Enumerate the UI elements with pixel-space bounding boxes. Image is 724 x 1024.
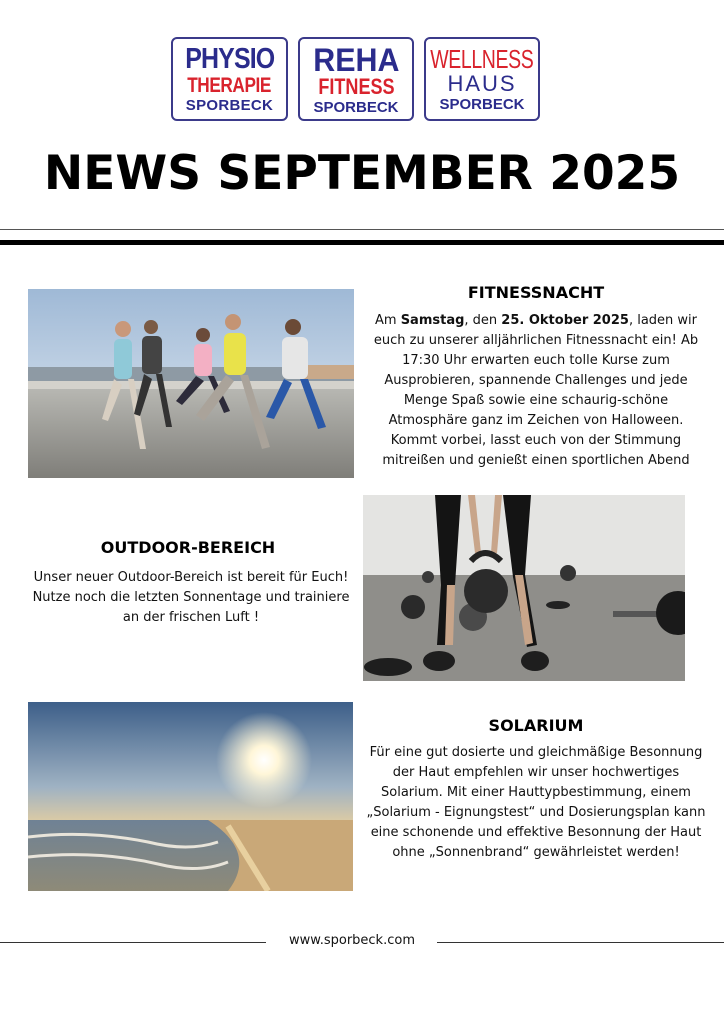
logo-line: REHA	[312, 41, 400, 78]
footer-divider	[0, 942, 266, 943]
divider	[0, 240, 724, 245]
logo-group	[171, 37, 540, 121]
logo-reha-fitness	[298, 37, 414, 121]
footer-divider	[437, 942, 724, 943]
section-title-fitnessnacht: FITNESSNACHT	[467, 283, 605, 302]
section-title-outdoor: OUTDOOR-BEREICH	[100, 538, 276, 557]
logo-wellness-haus	[424, 37, 540, 121]
logo-line: HAUS	[447, 71, 517, 96]
logo-line: PHYSIO	[184, 43, 275, 75]
footer-link[interactable]: www.sporbeck.com	[289, 933, 415, 948]
page-title: NEWS SEPTEMBER 2025	[43, 146, 681, 201]
logo-line: THERAPIE	[187, 74, 272, 97]
photo-kettlebells	[363, 495, 685, 681]
photo-beach-sunset	[28, 702, 353, 891]
logo-line: SPORBECK	[185, 97, 274, 114]
section-text-outdoor: Unser neuer Outdoor-Bereich ist bereit für Euch! Nutze noch die letzten Sonnentage und trainiere an der frischen Luft !	[32, 570, 350, 625]
logo-line: SPORBECK	[313, 98, 399, 116]
section-title-solarium: SOLARIUM	[488, 716, 584, 735]
logo-physiotherapie	[171, 37, 288, 121]
divider	[0, 229, 724, 230]
logo-line: WELLNESS	[430, 44, 534, 74]
logo-line: FITNESS	[317, 73, 395, 99]
section-text-fitnessnacht: Am Samstag, den 25. Oktober 2025, laden wir euch zu unserer alljährlichen Fitnessnacht ein! Ab 17:30 Uhr erwarten euch tolle Kurse zum Ausprobieren, spannende Challenges und jede Menge Spaß sowie eine schaurig-schöne Atmosphäre ganz im Zeichen von Halloween. Kommt vorbei, lasst euch von der Stimmung mitreißen und genießt einen sportlichen Abend	[373, 313, 699, 468]
section-text-solarium: Für eine gut dosierte und gleichmäßige Besonnung der Haut empfehlen wir unser hochwertiges Solarium. Mit einer Hauttypbestimmung, einem „Solarium - Eignungstest“ und Dosierungsplan kann eine schonende und effektive Besonnung der Haut ohne „Sonnenbrand“ gewährleistet werden!	[366, 745, 706, 860]
photo-group-workout	[28, 289, 354, 478]
logo-line: SPORBECK	[439, 96, 525, 113]
